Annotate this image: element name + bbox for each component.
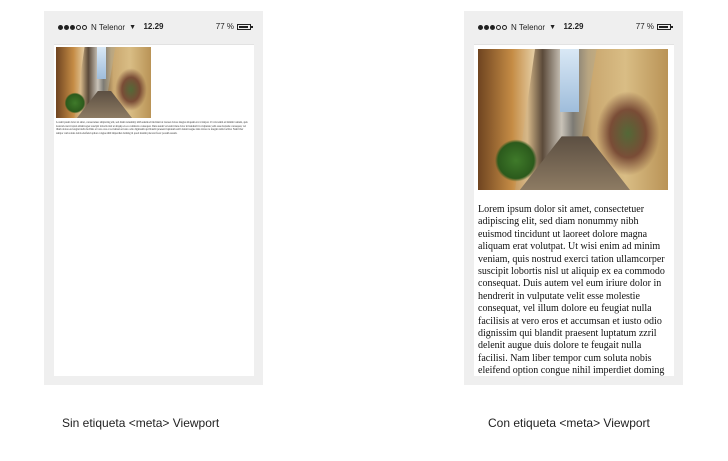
street-photo xyxy=(478,49,668,190)
battery-icon xyxy=(657,24,671,30)
phone-screen xyxy=(474,44,674,376)
status-bar xyxy=(464,11,683,43)
battery-percent: 77 % xyxy=(635,22,654,31)
caption-with-viewport: Con etiqueta <meta> Viewport xyxy=(488,416,650,430)
street-photo xyxy=(56,47,151,118)
status-bar xyxy=(44,11,263,43)
carrier-name: N Telenor xyxy=(91,23,126,32)
phone-screen xyxy=(54,44,254,376)
wifi-icon: ▼ xyxy=(129,24,137,31)
phone-mockup-with-viewport xyxy=(464,11,683,385)
carrier-name: N Telenor xyxy=(511,23,546,32)
clock: 12.29 xyxy=(563,22,584,31)
battery-indicator xyxy=(216,22,251,31)
battery-percent: 77 % xyxy=(215,22,234,31)
phone-mockup-without-viewport xyxy=(44,11,263,385)
battery-icon xyxy=(237,24,251,30)
clock: 12.29 xyxy=(143,22,164,31)
page-body-text: Lorem ipsum dolor sit amet, consectetuer adipiscing elit, sed diam nonummy nibh euismod tincidunt ut laoreet dolore magna aliquam erat volutpat. Ut wisi enim ad minim veniam, quis nostrud exerci tation ullamcorper suscipit lobortis nisl ut aliquip ex ea commodo consequat. Duis autem vel eum iriure dolor in hendrerit in vulputate velit esse molestie consequat, vel illum dolore eu feugiat nulla facilisis at vero eros et accumsan et iusto odio dignissim qui blandit praesent luptatum zzril delenit augue duis dolore te feugait nulla facilisi. Nam liber tempor cum soluta nobis eleifend option congue nihil imperdiet doming id quod mazim placerat facer possim assum. xyxy=(56,121,248,135)
wifi-icon: ▼ xyxy=(549,24,557,31)
caption-without-viewport: Sin etiqueta <meta> Viewport xyxy=(62,416,220,430)
page-body-text: Lorem ipsum dolor sit amet, consectetuer adipiscing elit, sed diam nonummy nibh euismod tincidunt ut laoreet dolore magna aliquam erat volutpat. Ut wisi enim ad minim veniam, quis nostrud exerci tation ullamcorper suscipit lobortis nisl ut aliquip ex ea commodo consequat. Duis autem vel eum iriure dolor in hendrerit in vulputate velit esse molestie consequat, vel illum dolore eu feugiat nulla facilisis at vero eros et accumsan et iusto odio dignissim qui blandit praesent luptatum zzril delenit augue duis dolore te feugait nulla facilisi. Nam liber tempor cum soluta nobis eleifend option congue nihil imperdiet doming xyxy=(478,204,665,376)
battery-indicator xyxy=(636,22,671,31)
